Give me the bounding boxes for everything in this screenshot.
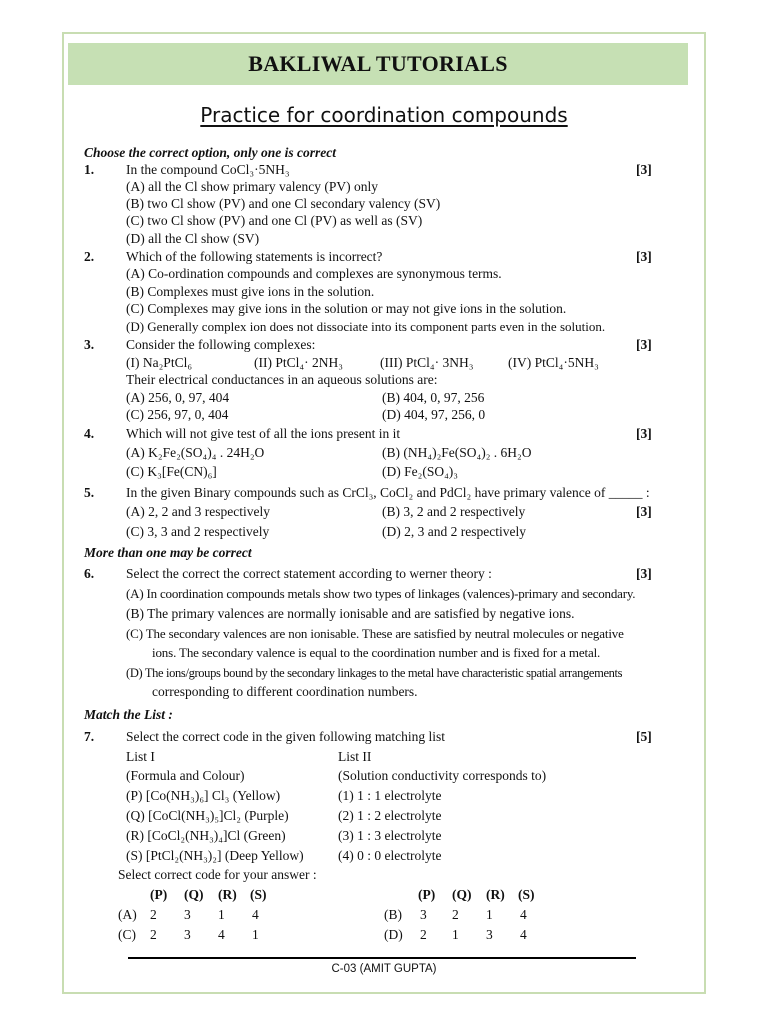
list2-heading: List II xyxy=(338,749,372,764)
code-option-c-label: (C) xyxy=(118,927,136,942)
code-b-r: 1 xyxy=(486,907,493,922)
code-d-s: 4 xyxy=(520,927,527,942)
footer-divider xyxy=(128,957,636,959)
list1-item-s: (S) [PtCl₂(NH₃)₂] (Deep Yellow) xyxy=(126,848,304,863)
code-head-p: (P) xyxy=(150,887,168,902)
q3-option-b: (B) 404, 0, 97, 256 xyxy=(382,390,485,405)
q2-number: 2. xyxy=(84,249,95,264)
q6-option-b: (B) The primary valences are normally ionisable and are satisfied by negative ions. xyxy=(126,606,575,621)
q3-stem-2: Their electrical conductances in an aqueous solutions are: xyxy=(126,372,438,387)
code-d-q: 1 xyxy=(452,927,459,942)
q5-option-b: (B) 3, 2 and 2 respectively xyxy=(382,504,526,519)
code-d-r: 3 xyxy=(486,927,493,942)
q5-option-c: (C) 3, 3 and 2 respectively xyxy=(126,524,270,539)
list1-item-p: (P) [Co(NH₃)₆] Cl₃ (Yellow) xyxy=(126,788,281,803)
brand-title: BAKLIWAL TUTORIALS xyxy=(248,51,508,76)
code-c-s: 1 xyxy=(252,927,259,942)
list2-item-3: (3) 1 : 3 electrolyte xyxy=(338,828,442,843)
code-option-b-label: (B) xyxy=(384,907,402,922)
q5-number: 5. xyxy=(84,485,95,500)
code-head-s: (S) xyxy=(518,887,535,902)
q4-option-a: (A) K₂Fe₂(SO₄)₄ . 24H₂O xyxy=(126,445,265,460)
code-prompt: Select correct code for your answer : xyxy=(118,867,317,882)
q1-option-d: (D) all the Cl show (SV) xyxy=(126,231,260,246)
list1-subheading: (Formula and Colour) xyxy=(126,768,245,783)
q1-stem: In the compound CoCl₃·5NH₃ xyxy=(126,162,290,177)
q6-number: 6. xyxy=(84,566,95,581)
q3-complex-iii: (III) PtCl₄· 3NH₃ xyxy=(380,355,474,370)
q2-option-c: (C) Complexes may give ions in the solution or may not give ions in the solution. xyxy=(126,301,567,316)
q5-option-a: (A) 2, 2 and 3 respectively xyxy=(126,504,270,519)
q7-number: 7. xyxy=(84,729,95,744)
code-c-q: 3 xyxy=(184,927,191,942)
q3-option-a: (A) 256, 0, 97, 404 xyxy=(126,390,230,405)
header-banner xyxy=(68,43,688,85)
q3-option-c: (C) 256, 97, 0, 404 xyxy=(126,407,229,422)
q3-number: 3. xyxy=(84,337,95,352)
q4-marks: [3] xyxy=(636,426,652,441)
q4-stem: Which will not give test of all the ions present in it xyxy=(126,426,401,441)
q4-option-b: (B) (NH₄)₂Fe(SO₄)₂ . 6H₂O xyxy=(382,445,532,460)
code-c-p: 2 xyxy=(150,927,157,942)
code-head-r: (R) xyxy=(486,887,505,902)
q6-option-a: (A) In coordination compounds metals show two types of linkages (valences)-primary and secondary. xyxy=(126,586,636,601)
q3-marks: [3] xyxy=(636,337,652,352)
q4-option-d: (D) Fe₂(SO₄)₃ xyxy=(382,464,458,479)
q1-number: 1. xyxy=(84,162,95,177)
code-b-s: 4 xyxy=(520,907,527,922)
list2-subheading: (Solution conductivity corresponds to) xyxy=(338,768,547,783)
list2-item-4: (4) 0 : 0 electrolyte xyxy=(338,848,442,863)
q3-stem: Consider the following complexes: xyxy=(126,337,316,352)
q5-marks: [3] xyxy=(636,504,652,519)
q6-option-d-line1: (D) The ions/groups bound by the secondary linkages to the metal have characteristic spatial arrangements xyxy=(126,666,623,680)
q1-marks: [3] xyxy=(636,162,652,177)
q7-stem: Select the correct code in the given following matching list xyxy=(126,729,446,744)
q5-option-d: (D) 2, 3 and 2 respectively xyxy=(382,524,526,539)
list1-item-q: (Q) [CoCl(NH₃)₅]Cl₂ (Purple) xyxy=(126,808,289,823)
q3-complex-iv: (IV) PtCl₄·5NH₃ xyxy=(508,355,599,370)
code-c-r: 4 xyxy=(218,927,225,942)
q2-stem: Which of the following statements is incorrect? xyxy=(126,249,383,264)
code-head-q: (Q) xyxy=(184,887,204,902)
section-heading-single: Choose the correct option, only one is correct xyxy=(84,145,336,160)
section-heading-match: Match the List : xyxy=(84,707,173,722)
footer-code: C-03 (AMIT GUPTA) xyxy=(331,963,437,975)
section-heading-multi: More than one may be correct xyxy=(84,545,252,560)
code-b-p: 3 xyxy=(420,907,427,922)
code-head-s: (S) xyxy=(250,887,267,902)
q3-option-d: (D) 404, 97, 256, 0 xyxy=(382,407,486,422)
q2-marks: [3] xyxy=(636,249,652,264)
q1-option-a: (A) all the Cl show primary valency (PV) only xyxy=(126,179,378,194)
q3-complex-i: (I) Na₂PtCl₆ xyxy=(126,355,193,370)
page-title: Practice for coordination compounds xyxy=(200,103,568,127)
list2-item-2: (2) 1 : 2 electrolyte xyxy=(338,808,442,823)
q1-option-c: (C) two Cl show (PV) and one Cl (PV) as well as (SV) xyxy=(126,213,423,228)
code-a-q: 3 xyxy=(184,907,191,922)
q2-option-d: (D) Generally complex ion does not dissociate into its component parts even in the solution. xyxy=(126,319,606,334)
q1-option-b: (B) two Cl show (PV) and one Cl secondary valency (SV) xyxy=(126,196,441,211)
q2-option-b: (B) Complexes must give ions in the solution. xyxy=(126,284,375,299)
code-b-q: 2 xyxy=(452,907,459,922)
code-option-d-label: (D) xyxy=(384,927,403,942)
q6-option-c-line2: ions. The secondary valence is equal to the coordination number and is fixed for a metal. xyxy=(152,645,601,660)
code-a-p: 2 xyxy=(150,907,157,922)
list1-heading: List I xyxy=(126,749,155,764)
q4-number: 4. xyxy=(84,426,95,441)
q5-stem: In the given Binary compounds such as CrCl₃, CoCl₂ and PdCl₂ have primary valence of _____ : xyxy=(126,485,650,500)
q6-stem: Select the correct the correct statement according to werner theory : xyxy=(126,566,492,581)
list1-item-r: (R) [CoCl₂(NH₃)₄]Cl (Green) xyxy=(126,828,286,843)
code-head-p: (P) xyxy=(418,887,436,902)
code-head-q: (Q) xyxy=(452,887,472,902)
q6-option-c-line1: (C) The secondary valences are non ionisable. These are satisfied by neutral molecules or negative xyxy=(126,626,624,641)
q3-complex-ii: (II) PtCl₄· 2NH₃ xyxy=(254,355,343,370)
q6-option-d-line2: corresponding to different coordination numbers. xyxy=(152,684,418,699)
q4-option-c: (C) K₃[Fe(CN)₆] xyxy=(126,464,217,479)
q2-option-a: (A) Co-ordination compounds and complexes are synonymous terms. xyxy=(126,266,502,281)
q7-marks: [5] xyxy=(636,729,652,744)
code-a-s: 4 xyxy=(252,907,259,922)
q6-marks: [3] xyxy=(636,566,652,581)
code-head-r: (R) xyxy=(218,887,237,902)
list2-item-1: (1) 1 : 1 electrolyte xyxy=(338,788,442,803)
code-a-r: 1 xyxy=(218,907,225,922)
code-option-a-label: (A) xyxy=(118,907,137,922)
code-d-p: 2 xyxy=(420,927,427,942)
